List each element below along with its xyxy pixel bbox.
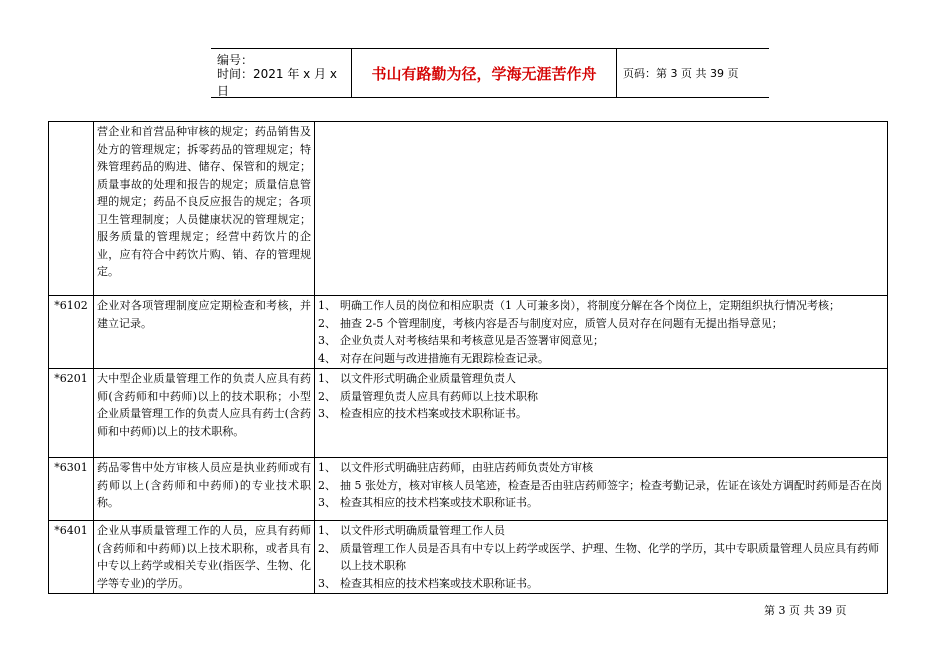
check-method-item <box>318 522 884 540</box>
item-code <box>49 122 94 296</box>
check-method-number: 2、 <box>318 389 336 403</box>
check-method-number: 3、 <box>318 334 336 347</box>
check-method-item <box>318 405 884 423</box>
check-method-number: 1、 <box>318 372 336 385</box>
header-motto: 书山有路勤为径，学海无涯苦作舟 <box>371 64 597 83</box>
item-requirement: 企业对各项管理制度应定期检查和考核，并建立记录。 <box>94 296 315 369</box>
check-method-number: 3、 <box>318 496 336 509</box>
check-method-text: 检查其相应的技术档案或技术职称证书。 <box>340 496 538 509</box>
check-method-text: 抽查 2-5 个管理制度，考核内容是否与制度对应，质管人员对存在问题有无提出指导意见； <box>340 316 783 330</box>
check-method-text: 以文件形式明确质量管理工作人员 <box>340 524 505 537</box>
item-check-methods <box>315 521 888 594</box>
check-method-item <box>318 315 884 333</box>
check-method-text: 质量管理工作人员是否具有中专以上药学或医学、护理、生物、化学的学历，其中专职质量管理人员应具有药师以上技术职称 <box>340 541 879 572</box>
check-method-number: 2、 <box>318 316 336 330</box>
header-divider <box>616 49 617 97</box>
check-method-item <box>318 332 884 350</box>
item-check-methods <box>315 369 888 458</box>
check-method-number: 2、 <box>318 478 336 492</box>
item-check-methods <box>315 458 888 521</box>
check-method-item <box>318 350 884 368</box>
check-method-item <box>318 477 884 495</box>
check-method-text: 抽 5 张处方，核对审核人员笔迹，检查是否由驻店药师签字；检查考勤记录，佐证在该处方调配时药师是否在岗 <box>340 478 882 492</box>
check-method-number: 1、 <box>318 524 336 537</box>
page-header <box>211 48 769 98</box>
item-code: *6401 <box>49 521 94 594</box>
inspection-table <box>48 121 888 594</box>
check-method-number: 2、 <box>318 541 336 555</box>
doc-number-label: 编号： <box>217 53 254 67</box>
item-code: *6301 <box>49 458 94 521</box>
check-method-item <box>318 297 884 315</box>
header-meta <box>211 49 351 97</box>
item-check-methods <box>315 296 888 369</box>
check-method-text: 以文件形式明确企业质量管理负责人 <box>340 372 516 385</box>
item-check-methods <box>315 122 888 296</box>
table-row <box>49 521 888 594</box>
check-method-number: 1、 <box>318 461 336 474</box>
item-requirement: 药品零售中处方审核人员应是执业药师或有药师以上(含药师和中药师)的专业技术职称。 <box>94 458 315 521</box>
item-requirement: 大中型企业质量管理工作的负责人应具有药师(含药师和中药师)以上的技术职称；小型企业质量管理工作的负责人应具有药士(含药师和中药师)以上的技术职称。 <box>94 369 315 458</box>
check-method-item <box>318 388 884 406</box>
check-method-text: 企业负责人对考核结果和考核意见是否签署审阅意见； <box>340 334 604 347</box>
check-method-text: 检查相应的技术档案或技术职称证书。 <box>340 407 527 420</box>
check-method-number: 3、 <box>318 576 336 590</box>
check-method-text: 明确工作人员的岗位和相应职责（1 人可兼多岗），将制度分解在各个岗位上，定期组织执行情况考核； <box>340 299 840 312</box>
check-method-number: 3、 <box>318 407 336 420</box>
check-method-item <box>318 494 884 512</box>
check-method-item <box>318 540 884 575</box>
item-code: *6201 <box>49 369 94 458</box>
check-method-text: 质量管理负责人应具有药师以上技术职称 <box>340 389 538 403</box>
table-row <box>49 296 888 369</box>
table-row <box>49 122 888 296</box>
table-row <box>49 369 888 458</box>
check-method-item <box>318 370 884 388</box>
table-row <box>49 458 888 521</box>
item-requirement: 营企业和首营品种审核的规定；药品销售及处方的管理规定；拆零药品的管理规定；特殊管理药品的购进、储存、保管和的规定；质量事故的处理和报告的规定；质量信息管理的规定；药品不良反应报告的规定；各项卫生管理制度；人员健康状况的管理规定；服务质量的管理规定；经营中药饮片的企业，应有符合中药饮片购、销、存的管理规定。 <box>94 122 315 296</box>
check-method-item <box>318 459 884 477</box>
check-method-item <box>318 575 884 593</box>
item-code: *6102 <box>49 296 94 369</box>
item-requirement: 企业从事质量管理工作的人员，应具有药师(含药师和中药师)以上技术职称，或者具有中专以上药学或相关专业(指医学、生物、化学等专业)的学历。 <box>94 521 315 594</box>
header-page-info: 页码：第 3 页 共 39 页 <box>623 67 739 80</box>
check-method-text: 对存在问题与改进措施有无跟踪检查记录。 <box>340 351 549 365</box>
doc-time-label: 时间：2021 年 x 月 x 日 <box>217 67 338 98</box>
check-method-number: 1、 <box>318 299 336 312</box>
check-method-text: 检查其相应的技术档案或技术职称证书。 <box>340 576 538 590</box>
check-method-text: 以文件形式明确驻店药师，由驻店药师负责处方审核 <box>340 461 593 474</box>
page-footer: 第 3 页 共 39 页 <box>764 604 847 617</box>
check-method-number: 4、 <box>318 351 336 365</box>
